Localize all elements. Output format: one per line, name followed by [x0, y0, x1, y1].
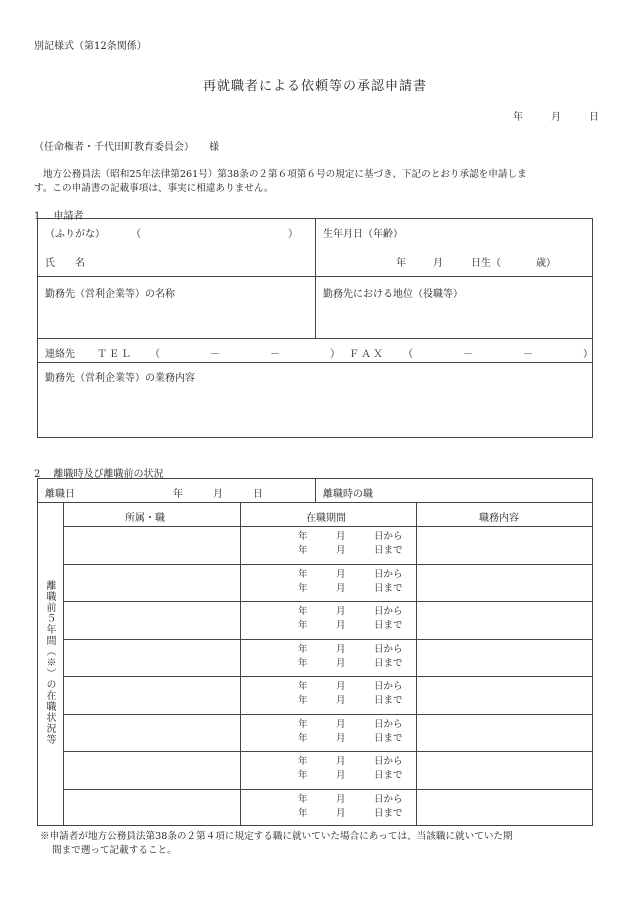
- col-duties: 職務内容: [479, 513, 519, 524]
- retire-year: 年: [173, 489, 183, 500]
- name-label: 氏 名: [45, 258, 85, 269]
- period-to: 年 月 日まで: [298, 807, 403, 819]
- period-to: 年 月 日まで: [298, 770, 403, 781]
- employer-position-label: 勤務先における地位（役職等）: [323, 289, 463, 300]
- section1-heading: 1 申請者: [34, 211, 84, 222]
- employer-name-label: 勤務先（営利企業等）の名称: [45, 289, 175, 300]
- period-from: 年 月 日から: [298, 793, 403, 805]
- furigana-close: ）: [288, 229, 298, 240]
- retire-date-label: 離職日: [45, 489, 75, 500]
- period-to: 年 月 日まで: [298, 657, 403, 669]
- side-label: 離職前５年間（※）の在職状況等: [44, 580, 55, 745]
- retire-post-label: 離職時の職: [323, 489, 373, 500]
- footnote-line-1: ※申請者が地方公務員法第38条の２第４項に規定する職に就いていた場合にあっては、当該職に就いていた期: [40, 831, 513, 842]
- retire-month: 月: [213, 489, 223, 500]
- page-title: 再就職者による依頼等の承認申請書: [202, 79, 427, 94]
- addressee: （任命権者・千代田町教育委員会） 様: [34, 142, 219, 153]
- date-day: 日: [589, 112, 599, 123]
- period-from: 年 月 日から: [298, 681, 403, 692]
- intro-line-1: 地方公務員法（昭和25年法律第261号）第38条の２第６項第６号の規定に基づき、下記のとおり承認を申請しま: [43, 169, 527, 180]
- birth-label: 生年月日（年齢）: [323, 229, 403, 240]
- footnote-line-2: 間まで遡って記載すること。: [52, 845, 177, 856]
- furigana-label: （ふりがな）: [45, 229, 105, 240]
- fax-value: （ － － ）: [403, 349, 593, 360]
- section2-heading: 2 離職時及び離職前の状況: [34, 469, 164, 480]
- period-to: 年 月 日まで: [298, 545, 403, 556]
- contact-label: 連絡先: [45, 349, 75, 360]
- retire-day: 日: [253, 489, 263, 500]
- birth-age: 歳）: [536, 258, 556, 269]
- period-from: 年 月 日から: [298, 643, 403, 655]
- intro-line-2: す。この申請書の記載事項は、事実に相違ありません。: [34, 183, 274, 194]
- col-dept: 所属・職: [125, 513, 165, 524]
- furigana-open: （: [131, 229, 141, 240]
- form-label: 別記様式（第12条関係）: [34, 41, 147, 52]
- birth-day: 日生（: [471, 258, 501, 269]
- tel-value: （ － － ）: [150, 349, 340, 360]
- period-to: 年 月 日まで: [298, 582, 403, 594]
- date-month: 月: [551, 112, 561, 123]
- period-from: 年 月 日から: [298, 718, 403, 730]
- period-from: 年 月 日から: [298, 756, 403, 767]
- period-from: 年 月 日から: [298, 568, 403, 580]
- col-period: 在職期間: [306, 513, 346, 524]
- business-label: 勤務先（営利企業等）の業務内容: [45, 373, 195, 384]
- birth-year: 年: [396, 258, 406, 269]
- period-to: 年 月 日まで: [298, 620, 403, 631]
- date-year: 年: [513, 112, 523, 123]
- period-from: 年 月 日から: [298, 531, 403, 542]
- birth-month: 月: [433, 258, 443, 269]
- period-to: 年 月 日まで: [298, 732, 403, 744]
- period-to: 年 月 日まで: [298, 695, 403, 706]
- period-from: 年 月 日から: [298, 606, 403, 617]
- fax-label: ＦＡＸ: [349, 349, 385, 360]
- tel-label: ＴＥＬ: [97, 349, 133, 360]
